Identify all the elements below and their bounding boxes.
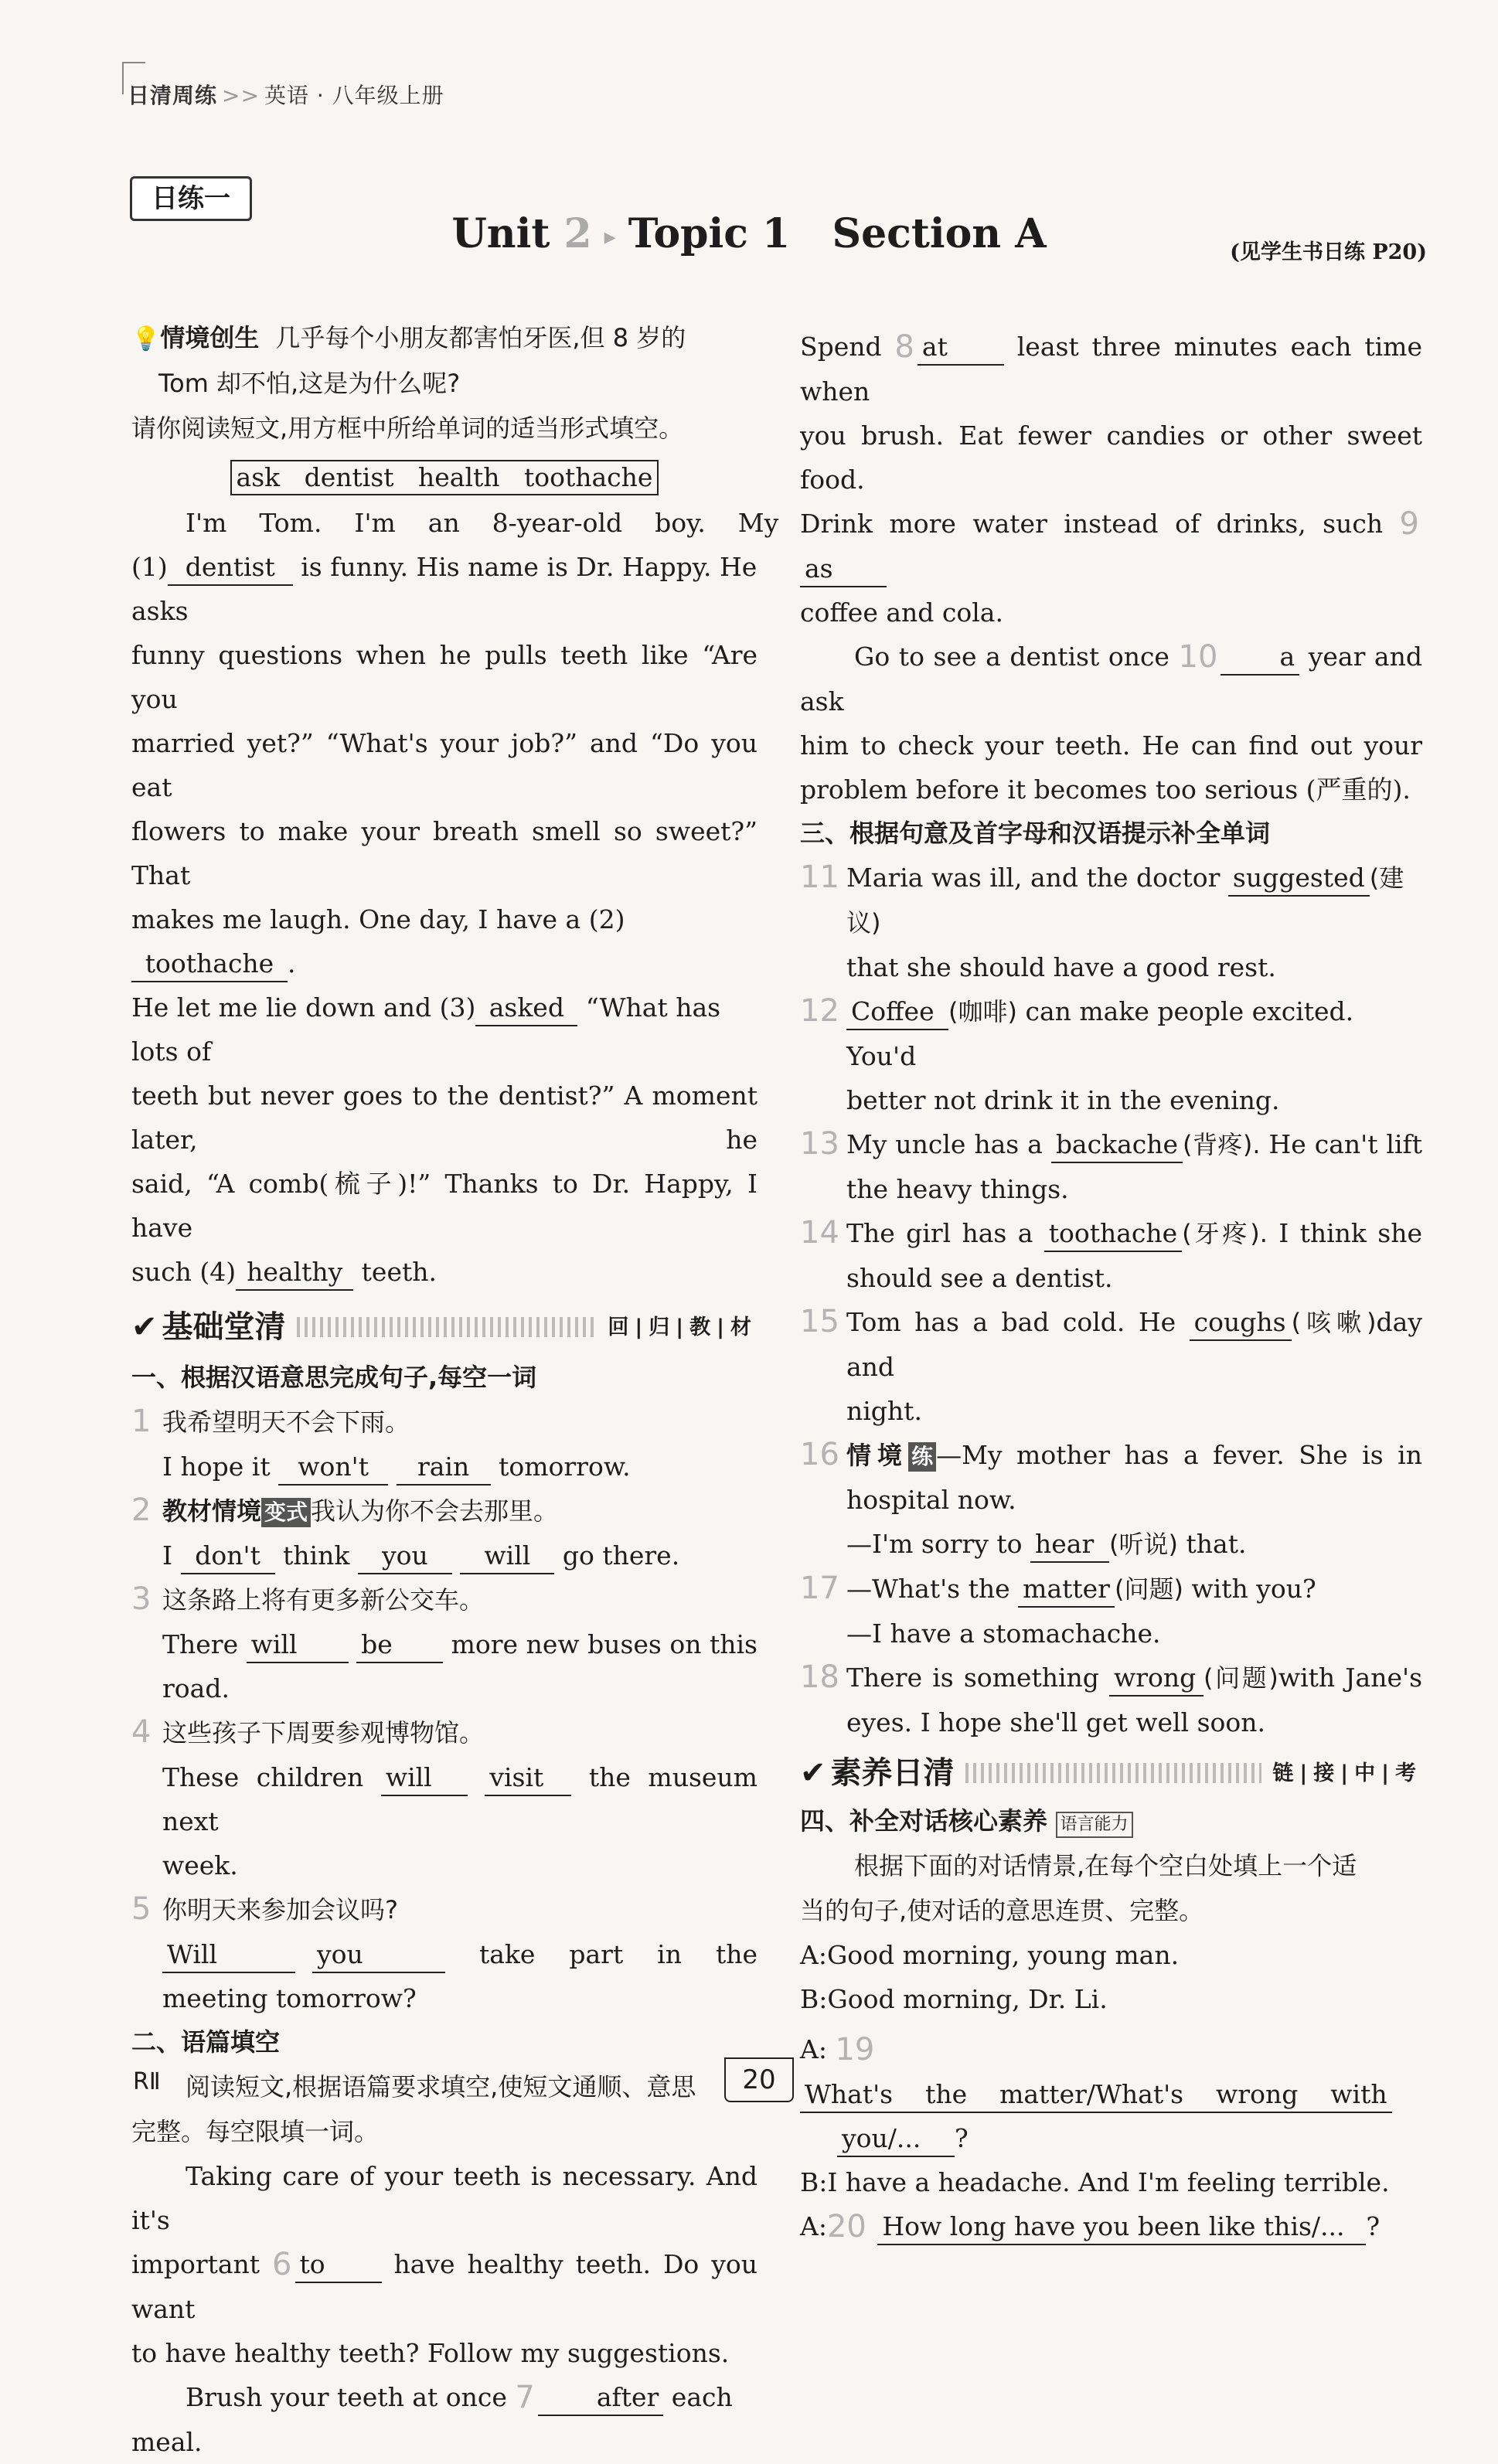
answer-blank-9[interactable]: as: [800, 552, 887, 587]
answer-blank-20[interactable]: How long have you been like this/...: [877, 2210, 1366, 2245]
answer-blank[interactable]: visit: [485, 1761, 571, 1796]
answer-blank[interactable]: backache: [1051, 1128, 1183, 1163]
part4-instruction-2: 当的句子,使对话的意思连贯、完整。: [800, 1896, 1204, 1925]
passage-line: to have healthy teeth? Follow my suggestions.: [131, 2338, 730, 2368]
answer-blank[interactable]: don't: [181, 1539, 275, 1574]
passage-line: I'm Tom. I'm an 8-year-old boy. My: [186, 508, 779, 538]
part3-heading: 三、根据句意及首字母和汉语提示补全单词: [800, 818, 1271, 848]
topic-label: Topic 1: [628, 210, 791, 257]
answer-blank-1[interactable]: dentist: [168, 550, 293, 586]
dialogue-line: A:Good morning, young man.: [800, 1940, 1180, 1970]
answer-blank[interactable]: be: [356, 1628, 443, 1663]
banner-tags: 链|接|中|考: [1272, 1761, 1422, 1785]
passage-line: you brush. Eat fewer candies or other sweet food.: [800, 420, 1422, 495]
arrow-icon: ▸: [604, 223, 616, 250]
answer-blank[interactable]: you: [358, 1539, 452, 1574]
question-15: 15 Tom has a bad cold. He coughs (咳嗽)day and night.: [800, 1304, 1422, 1426]
unit-word: Unit: [451, 210, 550, 257]
passage-line: (1) dentist is funny. His name is Dr. Happy. He asks: [131, 552, 758, 626]
banner-bar: [965, 1763, 1262, 1783]
answer-blank[interactable]: will: [460, 1539, 554, 1574]
passage-line: him to check your teeth. He can find out your: [800, 730, 1422, 761]
dialogue-line-19: A: 19 What's the matter/What's wrong with: [800, 2027, 1422, 2116]
day-tag: 日练一: [130, 176, 252, 221]
part1-heading: 一、根据汉语意思完成句子,每空一词: [131, 1363, 537, 1392]
pen-check-icon: ✔: [800, 1754, 826, 1791]
answer-blank[interactable]: will: [247, 1628, 349, 1663]
answer-blank[interactable]: toothache: [1044, 1217, 1182, 1252]
question-16: 16 情境 练 —My mother has a fever. She is in hospital now. —I'm sorry to hear (听说) that.: [800, 1433, 1422, 1567]
series-name: 日清周练: [128, 83, 218, 108]
passage-line: funny questions when he pulls teeth like “Are you: [131, 640, 758, 714]
question-5: 5 你明天来参加会议吗? Will you take part in the meeting tomorrow?: [131, 1891, 758, 2013]
word-box: ask dentist health toothache: [230, 460, 659, 495]
passage-line: problem before it becomes too serious (严重的).: [800, 774, 1411, 805]
scenario-intro-2: Tom 却不怕,这是为什么呢?: [158, 369, 461, 398]
banner-title: 素养日清: [830, 1754, 955, 1791]
question-1: 1 我希望明天不会下雨。 I hope it won't rain tomorrow.: [131, 1400, 758, 1489]
question-14: 14 The girl has a toothache (牙疼). I think she should see a dentist.: [800, 1215, 1422, 1293]
question-11: 11 Maria was ill, and the doctor suggested (建议) that she should have a good rest.: [800, 859, 1404, 982]
passage-line: Spend 8 at least three minutes each time when: [800, 329, 1422, 407]
passage-line: Go to see a dentist once 10 a year and ask: [800, 639, 1422, 716]
passage-line: flowers to make your breath smell so sweet?” That: [131, 816, 758, 890]
passage-line: Taking care of your teeth is necessary. And it's: [131, 2161, 758, 2235]
scenario-intro: 💡情境创生 几乎每个小朋友都害怕牙医,但 8 岁的: [131, 323, 686, 352]
answer-blank[interactable]: hear: [1030, 1527, 1109, 1563]
part4-instruction: 根据下面的对话情景,在每个空白处填上一个适: [854, 1851, 1357, 1880]
question-17: 17 —What's the matter (问题) with you? —I have a stomachache.: [800, 1571, 1316, 1649]
reference-note: (见学生书日练 P20): [1230, 240, 1427, 264]
passage-line: important 6 to have healthy teeth. Do you want: [131, 2247, 758, 2324]
banner-title: 基础堂清: [162, 1309, 286, 1345]
pen-check-icon: ✔: [131, 1309, 158, 1345]
question-18: 18 There is something wrong (问题)with Jane's eyes. I hope she'll get well soon.: [800, 1659, 1422, 1737]
answer-blank-2[interactable]: toothache: [131, 947, 288, 982]
word-box-line: [131, 455, 758, 499]
answer-blank-19[interactable]: What's the matter/What's wrong with: [800, 2078, 1392, 2113]
passage-line: Drink more water instead of drinks, such 9as: [800, 502, 1422, 590]
question-12: 12 Coffee (咖啡) can make people excited. You'd better not drink it in the evening.: [800, 993, 1354, 1115]
answer-blank[interactable]: suggested: [1228, 861, 1370, 897]
answer-blank-4[interactable]: healthy: [236, 1255, 353, 1291]
dialogue-line-19-cont: you/... ?: [800, 2116, 1422, 2160]
answer-blank[interactable]: Will: [162, 1938, 295, 1973]
question-13: 13 My uncle has a backache (背疼). He can't lift the heavy things.: [800, 1126, 1422, 1204]
unit-number: 2: [563, 210, 592, 257]
question-4: 4 这些孩子下周要参观博物馆。 These children will visit the museum next week.: [131, 1714, 758, 1880]
answer-blank-10[interactable]: a: [1221, 640, 1299, 676]
scenario-instruction: 请你阅读短文,用方框中所给单词的适当形式填空。: [131, 414, 684, 443]
part2-instruction: 阅读短文,根据语篇要求填空,使短文通顺、意思: [186, 2072, 696, 2102]
answer-blank-19-cont[interactable]: you/...: [837, 2122, 955, 2157]
answer-blank[interactable]: matter: [1018, 1572, 1115, 1608]
page-number: 20: [724, 2057, 794, 2102]
question-3: 3 这条路上将有更多新公交车。 There will be more new buses on this road.: [131, 1581, 758, 1703]
passage-line: Brush your teeth at once 7 after each meal.: [131, 2380, 733, 2457]
passage-line: teeth but never goes to the dentist?” A moment later, he: [131, 1081, 758, 1155]
answer-blank[interactable]: Coffee: [846, 995, 948, 1030]
dialogue-line: B:Good morning, Dr. Li.: [800, 1984, 1108, 2014]
passage-line: such (4) healthy teeth.: [131, 1250, 758, 1294]
passage-line: makes me laugh. One day, I have a (2)toothache .: [131, 897, 758, 985]
footer-edition: RⅡ: [133, 2068, 161, 2095]
dialogue-line: B:I have a headache. And I'm feeling terrible.: [800, 2167, 1390, 2197]
answer-blank[interactable]: wrong: [1109, 1661, 1204, 1697]
banner-bar: [297, 1317, 597, 1337]
subject-name: 英语 · 八年级上册: [264, 83, 444, 108]
part2-instruction-2: 完整。每空限填一词。: [131, 2117, 380, 2146]
header-separator: >>: [222, 83, 260, 108]
answer-blank[interactable]: coughs: [1190, 1305, 1292, 1341]
dialogue-line-20: A:20 How long have you been like this/... ?: [800, 2209, 1381, 2244]
page-header: [128, 79, 444, 110]
passage-line: married yet?” “What's your job?” and “Do you eat: [131, 728, 758, 802]
answer-blank[interactable]: won't: [278, 1450, 388, 1486]
passage-line: said, “A comb(梳子)!” Thanks to Dr. Happy, I have: [131, 1169, 758, 1243]
answer-blank[interactable]: you: [312, 1938, 445, 1973]
skill-tag: 语言能力: [1056, 1812, 1133, 1838]
passage-line: He let me lie down and (3) asked “What has lots of: [131, 992, 721, 1067]
part2-heading: 二、语篇填空: [131, 2027, 281, 2057]
right-column: [800, 325, 1422, 2249]
banner-basic: [131, 1302, 758, 1353]
lightbulb-icon: 💡: [131, 325, 161, 352]
question-2: 2 教材情境 变式 我认为你不会去那里。 I don't think you will go there.: [131, 1489, 758, 1577]
answer-blank[interactable]: rain: [397, 1450, 491, 1486]
banner-literacy: [800, 1748, 1422, 1799]
passage-line: coffee and cola.: [800, 597, 1003, 628]
banner-tags: 回|归|教|材: [608, 1315, 758, 1339]
practice-tag: 练: [908, 1442, 936, 1472]
answer-blank-6[interactable]: to: [295, 2248, 382, 2283]
part4-heading: 四、补全对话核心素养 语言能力: [800, 1799, 1422, 1843]
answer-blank-8[interactable]: at: [918, 330, 1004, 366]
variant-tag: 变式: [261, 1498, 311, 1527]
answer-blank-7[interactable]: after: [538, 2381, 663, 2416]
section-label: Section A: [832, 210, 1047, 257]
scenario-label: 情境创生: [160, 323, 260, 352]
answer-blank-3[interactable]: asked: [475, 991, 577, 1026]
answer-blank[interactable]: will: [381, 1761, 468, 1796]
